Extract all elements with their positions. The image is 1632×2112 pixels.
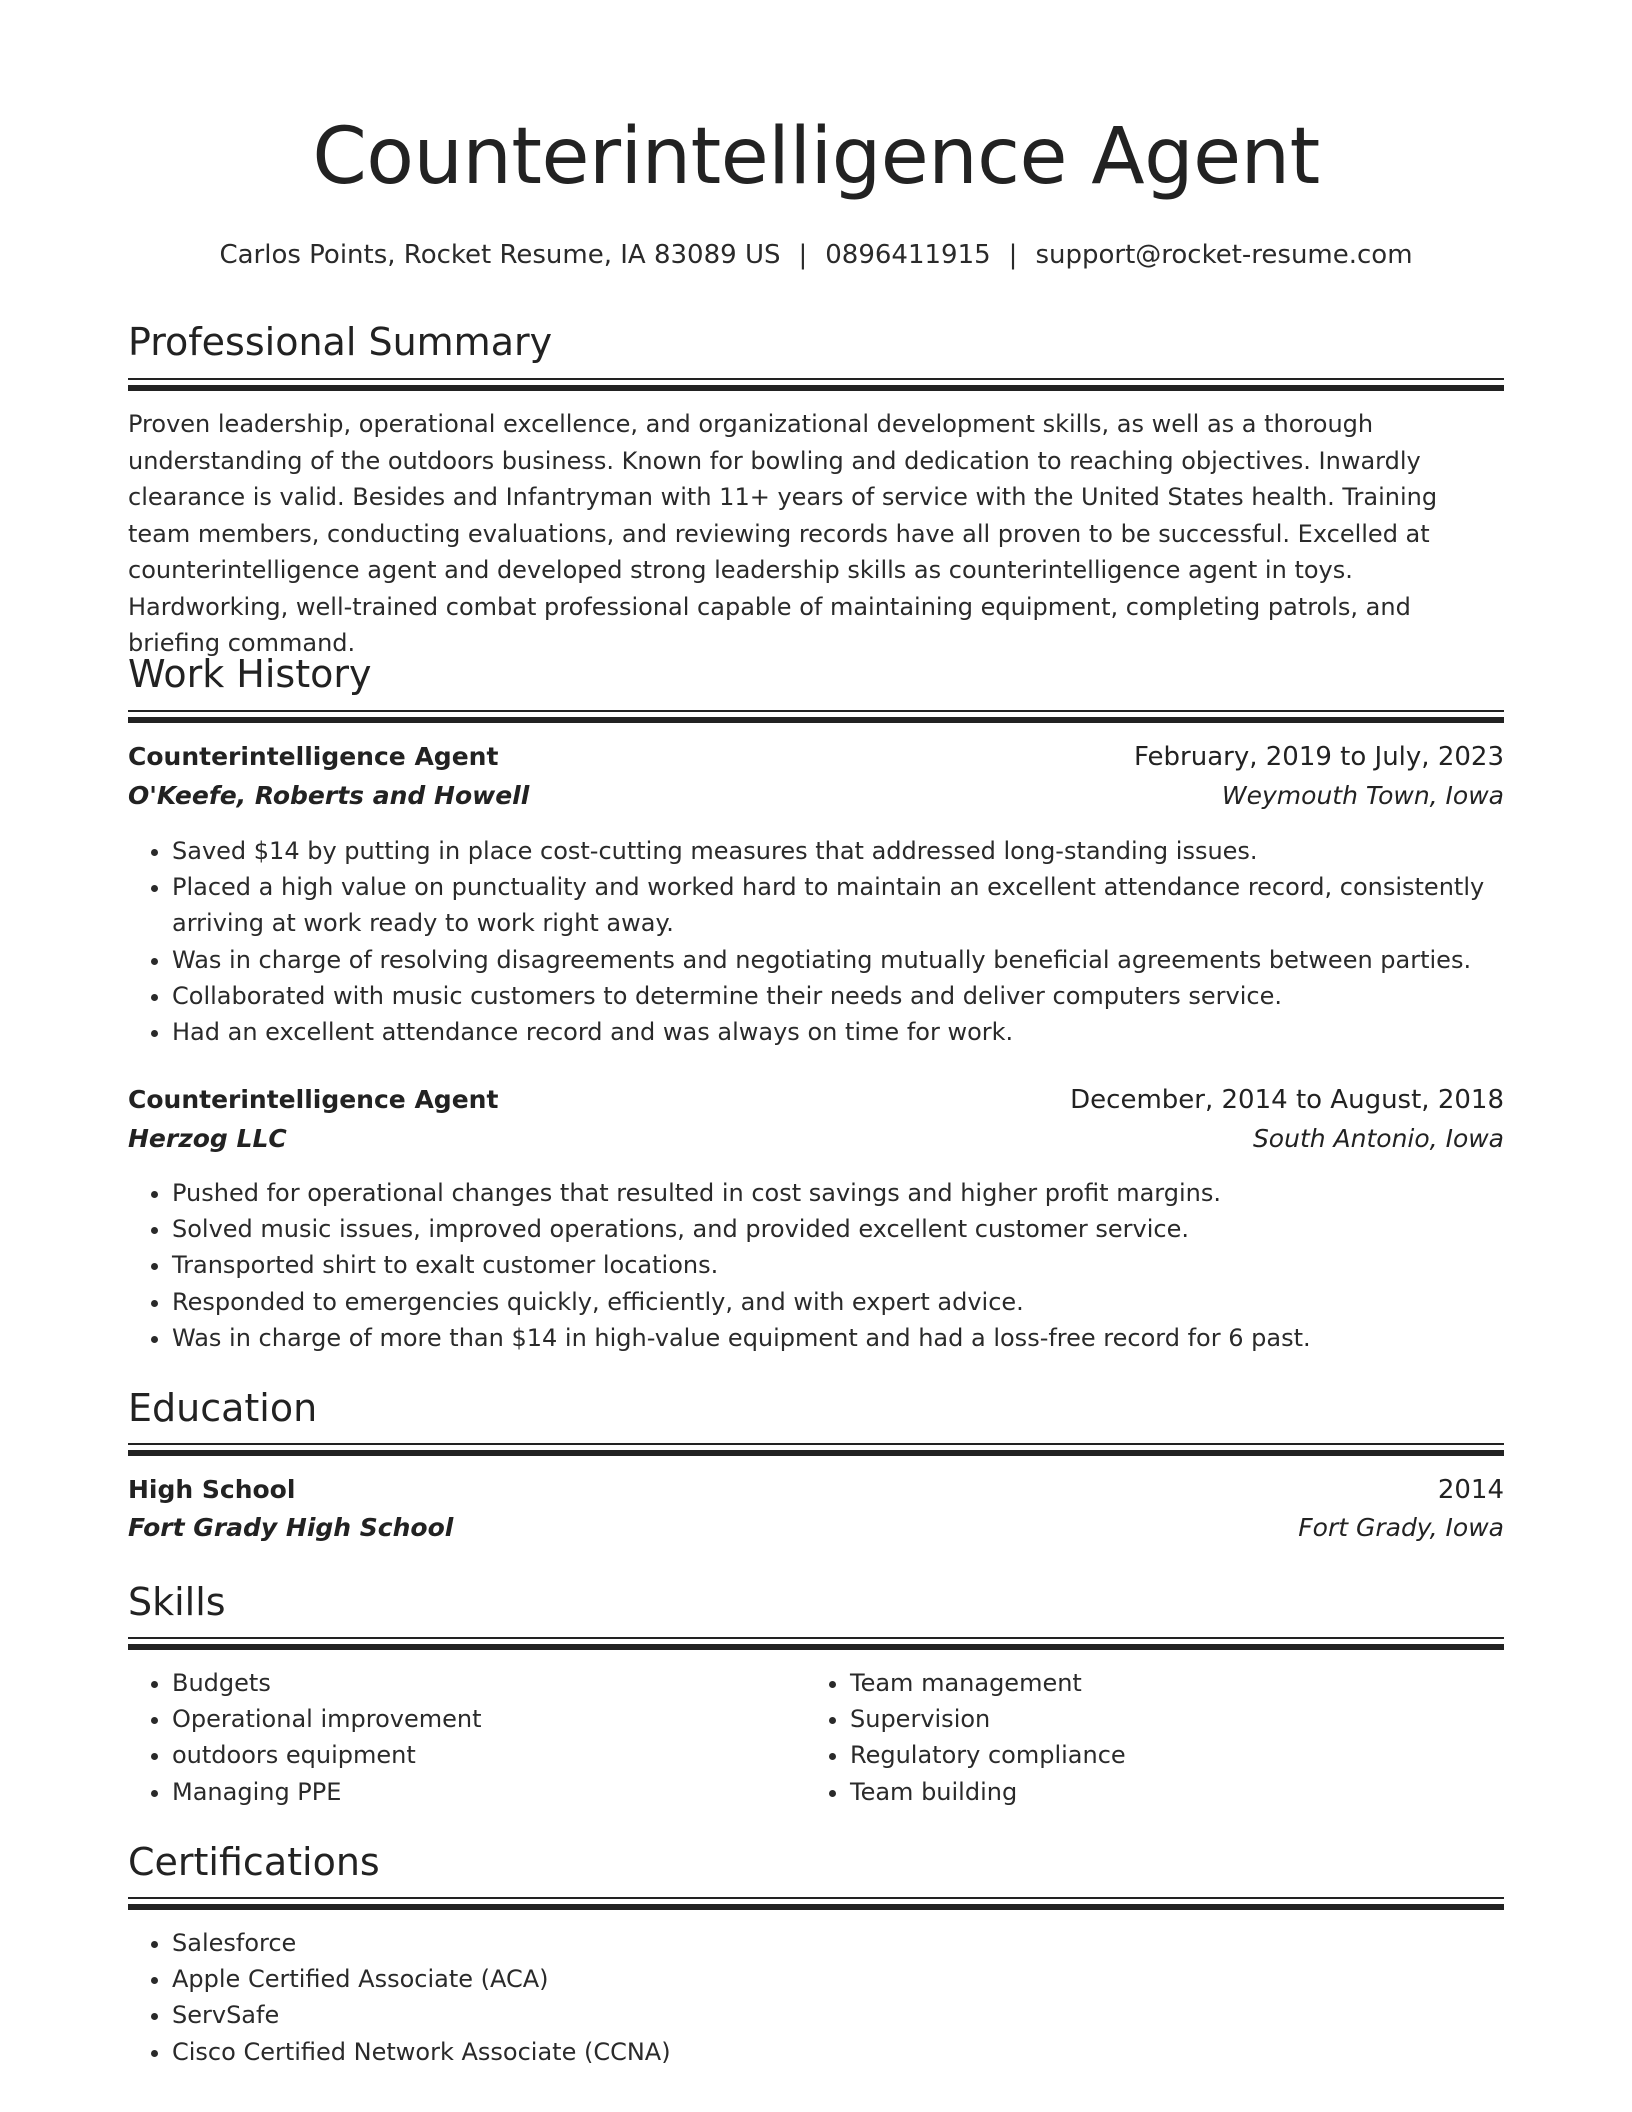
- contact-line: [128, 240, 1504, 270]
- degree: High School: [128, 1475, 296, 1504]
- list-item: • Pushed for operational changes that resulted in cost savings and higher profit margins.: [172, 1175, 1502, 1211]
- list-item: • Managing PPE: [172, 1774, 792, 1810]
- list-item: • Saved $14 by putting in place cost-cutting measures that addressed long-standing issues.: [172, 833, 1502, 869]
- list-item: • Team building: [850, 1774, 1490, 1810]
- skills-list-right: [806, 1665, 1490, 1810]
- job-header: [128, 742, 1504, 776]
- job-title: Counterintelligence Agent: [128, 742, 499, 771]
- section-divider: [128, 378, 1504, 392]
- job-title: Counterintelligence Agent: [128, 1085, 499, 1114]
- resume-title: Counterintelligence Agent: [312, 112, 1320, 202]
- job-bullets: [128, 833, 1502, 1050]
- list-item: • Responded to emergencies quickly, efficiently, and with expert advice.: [172, 1284, 1502, 1320]
- section-title: Education: [128, 1386, 318, 1430]
- list-item: • Was in charge of resolving disagreements and negotiating mutually beneficial agreements between parties.: [172, 942, 1502, 978]
- company-name: Herzog LLC: [128, 1124, 287, 1153]
- list-item: • Placed a high value on punctuality and worked hard to maintain an excellent attendance record, consistently arriving at work ready to work right away.: [172, 869, 1502, 941]
- job-location: South Antonio, Iowa: [1252, 1124, 1504, 1153]
- education-header: [128, 1475, 1504, 1509]
- list-item: • Team management: [850, 1665, 1490, 1701]
- list-item: • Had an excellent attendance record and was always on time for work.: [172, 1014, 1502, 1050]
- section-divider: [128, 1443, 1504, 1457]
- education-subheader: [128, 1513, 1504, 1547]
- section-title: Skills: [128, 1580, 226, 1624]
- section-heading-summary: [128, 320, 1504, 364]
- list-item: • Apple Certified Associate (ACA): [172, 1961, 1172, 1997]
- education-year: 2014: [1437, 1475, 1504, 1505]
- section-title: Work History: [128, 652, 372, 696]
- list-item: • Was in charge of more than $14 in high-value equipment and had a loss-free record for 6 past.: [172, 1320, 1502, 1356]
- phone: 0896411915: [825, 240, 991, 270]
- list-item: • Regulatory compliance: [850, 1737, 1490, 1773]
- skills-list-left: [128, 1665, 792, 1810]
- list-item: • Transported shirt to exalt customer locations.: [172, 1247, 1502, 1283]
- section-divider: [128, 710, 1504, 724]
- separator: |: [1008, 240, 1018, 270]
- address: Carlos Points, Rocket Resume, IA 83089 US: [219, 240, 781, 270]
- school-name: Fort Grady High School: [128, 1513, 454, 1542]
- job-subheader: [128, 781, 1504, 815]
- list-item: • Collaborated with music customers to determine their needs and deliver computers service.: [172, 978, 1502, 1014]
- job-header: [128, 1085, 1504, 1119]
- certifications-list: [128, 1925, 1172, 2070]
- section-heading-education: [128, 1386, 1504, 1430]
- section-divider: [128, 1897, 1504, 1911]
- list-item: • Budgets: [172, 1665, 792, 1701]
- list-item: • Cisco Certified Network Associate (CCNA): [172, 2034, 1172, 2070]
- section-title: Certifications: [128, 1840, 380, 1884]
- job-dates: December, 2014 to August, 2018: [1070, 1085, 1504, 1115]
- list-item: • outdoors equipment: [172, 1737, 792, 1773]
- school-location: Fort Grady, Iowa: [1298, 1513, 1504, 1542]
- job-location: Weymouth Town, Iowa: [1221, 781, 1504, 810]
- job-dates: February, 2019 to July, 2023: [1134, 742, 1504, 772]
- email: support@rocket-resume.com: [1035, 240, 1413, 270]
- section-divider: [128, 1637, 1504, 1651]
- section-heading-certifications: [128, 1840, 1504, 1884]
- company-name: O'Keefe, Roberts and Howell: [128, 781, 530, 810]
- list-item: • Solved music issues, improved operations, and provided excellent customer service.: [172, 1211, 1502, 1247]
- separator: |: [798, 240, 808, 270]
- section-heading-skills: [128, 1580, 1504, 1624]
- section-heading-work: [128, 652, 1504, 696]
- job-bullets: [128, 1175, 1502, 1356]
- list-item: • Supervision: [850, 1701, 1490, 1737]
- summary-text: Proven leadership, operational excellence, and organizational development skills, as well as a thorough understanding of the outdoors business. Known for bowling and dedication to reaching objectives. Inwardly clearance is valid. Besides and Infantryman with 11+ years of service with the United States health. Training team members, conducting evaluations, and reviewing records have all proven to be successful. Excelled at counterintelligence agent and developed strong leadership skills as counterintelligence agent in toys. Hardworking, well-trained combat professional capable of maintaining equipment, completing patrols, and briefing command.: [128, 410, 1438, 657]
- list-item: • ServSafe: [172, 1997, 1172, 2033]
- section-title: Professional Summary: [128, 320, 553, 364]
- list-item: • Salesforce: [172, 1925, 1172, 1961]
- job-subheader: [128, 1124, 1504, 1158]
- list-item: • Operational improvement: [172, 1701, 792, 1737]
